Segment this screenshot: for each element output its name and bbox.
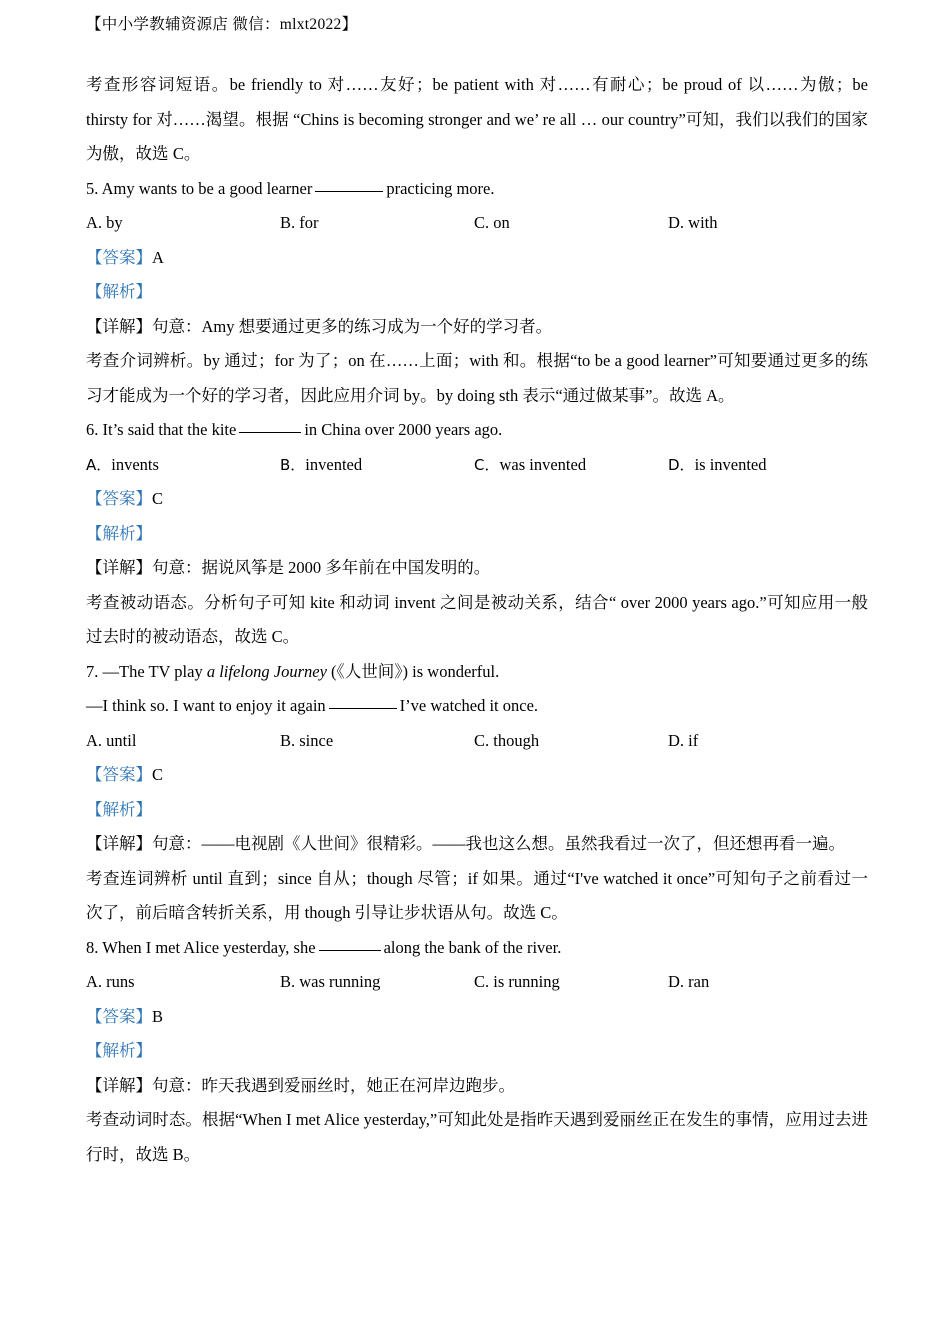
- question-6-option-c[interactable]: [474, 448, 586, 483]
- detail-marker: 【详解】: [86, 834, 152, 853]
- analysis-marker: 【解析】: [86, 799, 152, 819]
- answer-marker: 【答案】: [86, 765, 152, 784]
- page-header-note: 【中小学教辅资源店 微信：mlxt2022】: [86, 16, 358, 33]
- option-letter: B.: [280, 213, 296, 232]
- answer-marker: 【答案】: [86, 489, 152, 508]
- option-text: though: [493, 730, 540, 750]
- question-8-blank: [319, 950, 381, 951]
- question-7-option-d[interactable]: [668, 724, 698, 759]
- question-6-blank: [239, 432, 301, 433]
- option-text: until: [106, 730, 137, 750]
- question-8-stem: [86, 931, 868, 966]
- question-5-option-a[interactable]: [86, 206, 123, 241]
- option-letter: B.: [280, 730, 296, 750]
- option-letter: A．: [86, 455, 112, 474]
- question-6-stem-suffix: in China over 2000 years ago.: [304, 420, 503, 439]
- option-letter: B．: [280, 455, 306, 474]
- detail-text: 句意：昨天我遇到爱丽丝时，她正在河岸边跑步。: [152, 1075, 515, 1095]
- detail-text: 句意：据说风筝是 2000 多年前在中国发明的。: [152, 558, 491, 577]
- question-5-option-b[interactable]: [280, 206, 319, 241]
- analysis-marker: 【解析】: [86, 523, 152, 543]
- carryover-explanation-paragraph: 考查形容词短语。be friendly to 对……友好；be patient with 对……有耐心；be proud of 以……为傲；be thirsty for 对……渴望。根据 “Chins is becoming stronger and we’ re all … our country”可知，我们以我们的国家为傲，故选 C。: [86, 75, 868, 163]
- question-7-stem-line-1: [86, 655, 868, 690]
- option-letter: D.: [668, 730, 685, 750]
- detail-marker: 【详解】: [86, 1075, 152, 1095]
- question-6-option-a[interactable]: [86, 448, 159, 483]
- question-8-option-b[interactable]: [280, 965, 380, 1000]
- question-6-option-b[interactable]: [280, 448, 362, 483]
- option-letter: D.: [668, 213, 685, 232]
- option-letter: C.: [474, 730, 490, 750]
- question-6-analysis-line: [86, 517, 868, 552]
- question-8-answer-line: [86, 1000, 868, 1035]
- question-6-options: [86, 448, 868, 483]
- question-8-option-a[interactable]: [86, 965, 135, 1000]
- detail-text: 句意：Amy 想要通过更多的练习成为一个好的学习者。: [152, 316, 553, 336]
- question-7-answer-letter: C: [152, 765, 164, 784]
- detail-text: 句意：——电视剧《人世间》很精彩。——我也这么想。虽然我看过一次了，但还想再看一遍。: [152, 834, 845, 853]
- question-5-stem: [86, 172, 868, 207]
- question-8-analysis-line: [86, 1034, 868, 1069]
- question-7-stem-prefix: 7. —The TV play: [86, 661, 207, 681]
- question-6-stem-prefix: 6. It’s said that the kite: [86, 420, 237, 439]
- question-8-option-d[interactable]: [668, 965, 709, 1000]
- answer-marker: 【答案】: [86, 247, 152, 267]
- detail-marker: 【详解】: [86, 558, 152, 577]
- question-5-detail-line-1: [86, 310, 868, 345]
- option-letter: A.: [86, 972, 103, 991]
- option-text: if: [688, 730, 699, 750]
- option-text: is running: [493, 972, 560, 991]
- option-text: for: [299, 213, 319, 232]
- question-5-stem-suffix: practicing more.: [386, 178, 495, 198]
- question-7-detail-line-1: [86, 827, 868, 862]
- analysis-marker: 【解析】: [86, 282, 152, 301]
- option-letter: C．: [474, 455, 500, 474]
- option-letter: B.: [280, 972, 296, 991]
- question-5-option-c[interactable]: [474, 206, 510, 241]
- question-6-answer-line: [86, 482, 868, 517]
- option-text: since: [299, 730, 334, 750]
- option-letter: D．: [668, 455, 695, 474]
- question-5-answer-line: [86, 241, 868, 276]
- question-6-option-d[interactable]: [668, 448, 767, 483]
- question-6-answer-letter: C: [152, 489, 164, 508]
- option-letter: A.: [86, 213, 103, 232]
- option-text: invents: [111, 454, 159, 474]
- question-7-blank: [329, 708, 397, 709]
- question-7-option-c[interactable]: [474, 724, 539, 759]
- option-text: on: [493, 213, 510, 232]
- option-text: with: [688, 213, 718, 232]
- question-5-blank: [315, 191, 383, 192]
- question-7-detail-line-2: 考查连词辨析 until 直到；since 自从；though 尽管；if 如果。通过“I've watched it once”可知句子之前看过一次了，前后暗含转折关系，用 though 引导让步状语从句。故选 C。: [86, 868, 868, 922]
- question-6-detail-line-1: [86, 551, 868, 586]
- question-8-detail-line-1: [86, 1069, 868, 1104]
- question-7-analysis-line: [86, 793, 868, 828]
- option-text: by: [106, 213, 123, 232]
- question-8-stem-prefix: 8. When I met Alice yesterday, she: [86, 937, 316, 957]
- question-5-analysis-line: [86, 275, 868, 310]
- option-letter: C.: [474, 213, 490, 232]
- question-7-stem-suffix: (《人世间》) is wonderful.: [326, 661, 500, 681]
- question-7-reply-suffix: I’ve watched it once.: [399, 696, 539, 715]
- question-5-answer-letter: A: [152, 247, 164, 267]
- option-text: is invented: [694, 454, 767, 474]
- question-7-stem-line-2: [86, 689, 868, 724]
- question-5-option-d[interactable]: [668, 206, 718, 241]
- option-text: runs: [106, 972, 135, 991]
- option-letter: C.: [474, 972, 490, 991]
- detail-marker: 【详解】: [86, 316, 152, 336]
- option-text: was running: [299, 972, 381, 991]
- analysis-marker: 【解析】: [86, 1041, 152, 1060]
- answer-marker: 【答案】: [86, 1006, 152, 1026]
- option-letter: D.: [668, 972, 685, 991]
- question-8-stem-suffix: along the bank of the river.: [383, 937, 562, 957]
- question-7-options: [86, 724, 868, 759]
- question-5-options: [86, 206, 868, 241]
- option-letter: A.: [86, 730, 103, 750]
- question-8-detail-line-2: 考查动词时态。根据“When I met Alice yesterday,”可知此处是指昨天遇到爱丽丝正在发生的事情，应用过去进行时，故选 B。: [86, 1110, 868, 1164]
- document-body: [86, 68, 868, 1172]
- question-7-answer-line: [86, 758, 868, 793]
- question-7-option-b[interactable]: [280, 724, 333, 759]
- question-5-stem-prefix: 5. Amy wants to be a good learner: [86, 178, 313, 198]
- question-6-detail-line-2: 考查被动语态。分析句子可知 kite 和动词 invent 之间是被动关系，结合“ over 2000 years ago.”可知应用一般过去时的被动语态，故选 C。: [86, 592, 868, 646]
- question-7-option-a[interactable]: [86, 724, 136, 759]
- option-text: invented: [305, 454, 363, 474]
- question-8-options: [86, 965, 868, 1000]
- option-text: was invented: [499, 454, 587, 474]
- option-text: ran: [688, 972, 710, 991]
- question-7-tv-play-title: a lifelong Journey: [206, 661, 327, 681]
- question-7-reply-prefix: —I think so. I want to enjoy it again: [86, 696, 326, 715]
- question-5-detail-line-2: 考查介词辨析。by 通过；for 为了；on 在……上面；with 和。根据“to be a good learner”可知要通过更多的练习才能成为一个好的学习者，因此应用介词 by。by doing sth 表示“通过做某事”。故选 A。: [86, 351, 868, 405]
- question-8-option-c[interactable]: [474, 965, 560, 1000]
- question-8-answer-letter: B: [152, 1006, 164, 1026]
- question-6-stem: [86, 413, 868, 448]
